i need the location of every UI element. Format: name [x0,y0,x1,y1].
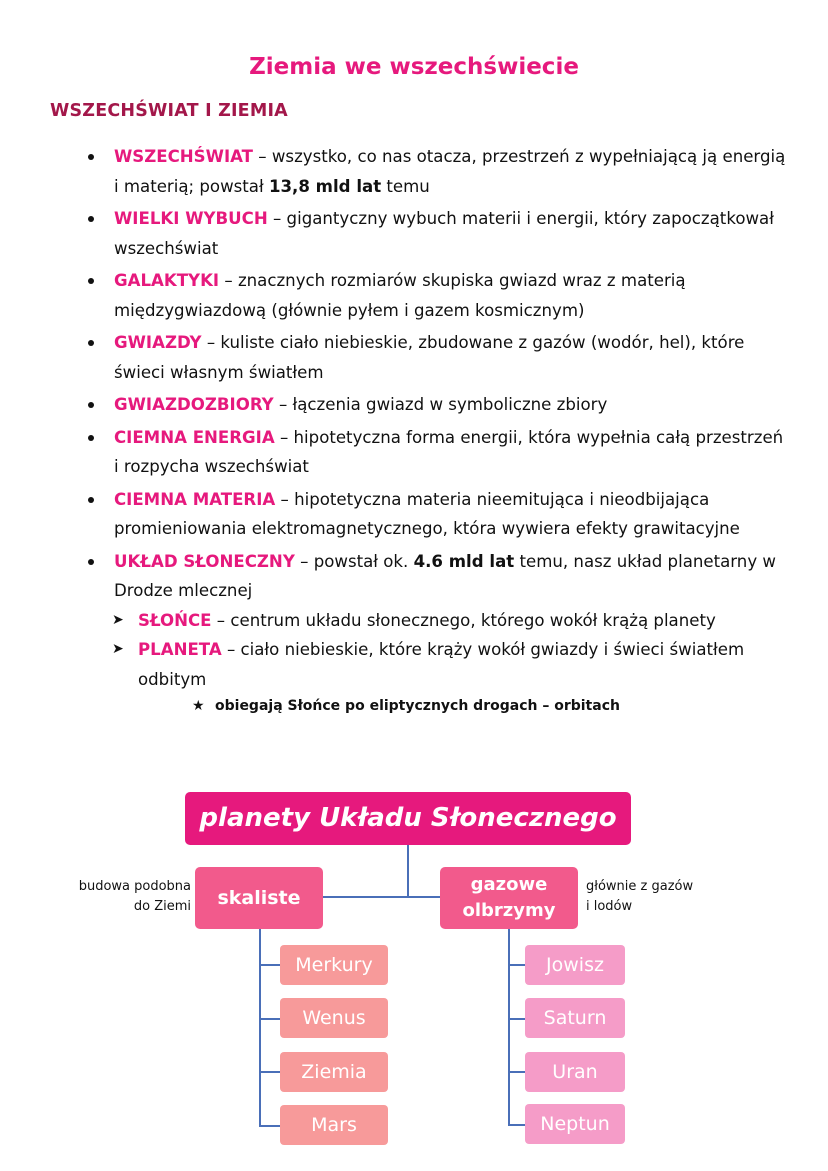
list-item [88,390,788,420]
connector-line [508,1018,525,1020]
definition: – hipotetyczna materia nieemitująca i nieodbijająca promieniowania elektromagnetycznego, która wywiera efekty grawitacyjne [114,489,740,538]
definition-end: temu [381,176,430,196]
list-item [88,423,788,482]
page-title: Ziemia we wszechświecie [249,54,579,80]
connector-line [323,896,440,898]
list-item [88,142,788,201]
connector-line [259,1125,280,1127]
connector-line [259,964,280,966]
planet-merkury: Merkury [280,945,388,985]
term: CIEMNA MATERIA [114,489,276,509]
term: SŁOŃCE [138,610,212,630]
term: CIEMNA ENERGIA [114,427,275,447]
planet-wenus: Wenus [280,998,388,1038]
connector-line [407,845,409,897]
connector-line [508,964,525,966]
definition: – centrum układu słonecznego, którego wokół krążą planety [211,610,716,630]
star-bullet-icon: ★ [192,698,205,714]
definition-end: temu, nasz układ planetarny w Drodze mlecznej [114,551,776,600]
arrow-bullet-icon: ➤ [112,611,124,628]
list-item [88,485,788,544]
emphasis: 13,8 mld lat [268,176,382,196]
bullet-icon [88,154,94,160]
planet-neptun: Neptun [525,1104,625,1144]
gas-note [586,877,693,917]
rocky-category-box: skaliste [195,867,323,929]
definition: – hipotetyczna forma energii, która wypełnia całą przestrzeń i rozpycha wszechświat [114,427,784,476]
emphasis: 4.6 mld lat [413,551,515,571]
bullet-icon [88,559,94,565]
list-item [88,266,788,325]
definition: – wszystko, co nas otacza, przestrzeń z wypełniającą ją energią i materią; powstał [114,147,786,196]
sub-list-item [88,606,788,636]
diagram-main-box: planety Układu Słonecznego [185,792,631,845]
bullet-icon [88,278,94,284]
planet-uran: Uran [525,1052,625,1092]
rocky-note-line: budowa podobna [78,879,191,894]
bullet-icon [88,497,94,503]
star-note-item [88,694,788,718]
sub-list [114,606,788,719]
definition: – znacznych rozmiarów skupiska gwiazd wraz z materią międzygwiazdową (głównie pyłem i gazem kosmicznym) [114,271,686,320]
connector-line [508,1124,525,1126]
definition: – ciało niebieskie, które krąży wokół gwiazdy i świeci światłem odbitym [138,640,745,689]
bullet-icon [88,435,94,441]
term: UKŁAD SŁONECZNY [114,551,295,571]
gas-giants-category-box [440,867,578,929]
term: WIELKI WYBUCH [114,209,268,228]
rocky-note-line: do Ziemi [133,899,191,914]
list-item [88,328,788,387]
list-item [88,547,788,719]
definitions-list [88,142,788,721]
connector-line [259,1071,280,1073]
connector-line [259,1018,280,1020]
definition: – gigantyczny wybuch materii i energii, który zapoczątkował wszechświat [114,209,774,258]
term: PLANETA [138,640,222,659]
planet-mars: Mars [280,1105,388,1145]
definition: – kuliste ciało niebieskie, zbudowane z gazów (wodór, hel), które świeci własnym światłem [114,333,745,382]
sub-list-item [88,635,788,694]
bullet-icon [88,402,94,408]
gas-note-line: i lodów [586,899,633,914]
connector-line [508,929,510,1125]
connector-line [508,1071,525,1073]
planet-ziemia: Ziemia [280,1052,388,1092]
term: GWIAZDOZBIORY [114,395,274,414]
term: GALAKTYKI [114,271,220,290]
star-note: obiegają Słońce po eliptycznych drogach – orbitach [215,698,620,714]
list-item [88,204,788,263]
term: WSZECHŚWIAT [114,147,253,166]
bullet-icon [88,216,94,222]
rocky-note [79,877,191,917]
gas-note-line: głównie z gazów [586,879,694,894]
section-heading: WSZECHŚWIAT I ZIEMIA [50,101,288,121]
bullet-icon [88,340,94,346]
planet-jowisz: Jowisz [525,945,625,985]
definition: – łączenia gwiazd w symboliczne zbiory [273,395,608,414]
connector-line [259,929,261,1126]
term: GWIAZDY [114,333,202,352]
definition: – powstał ok. [294,551,414,571]
planet-saturn: Saturn [525,998,625,1038]
arrow-bullet-icon: ➤ [112,641,124,657]
gas-label-line: olbrzymy [462,900,556,921]
gas-label-line: gazowe [470,874,548,895]
